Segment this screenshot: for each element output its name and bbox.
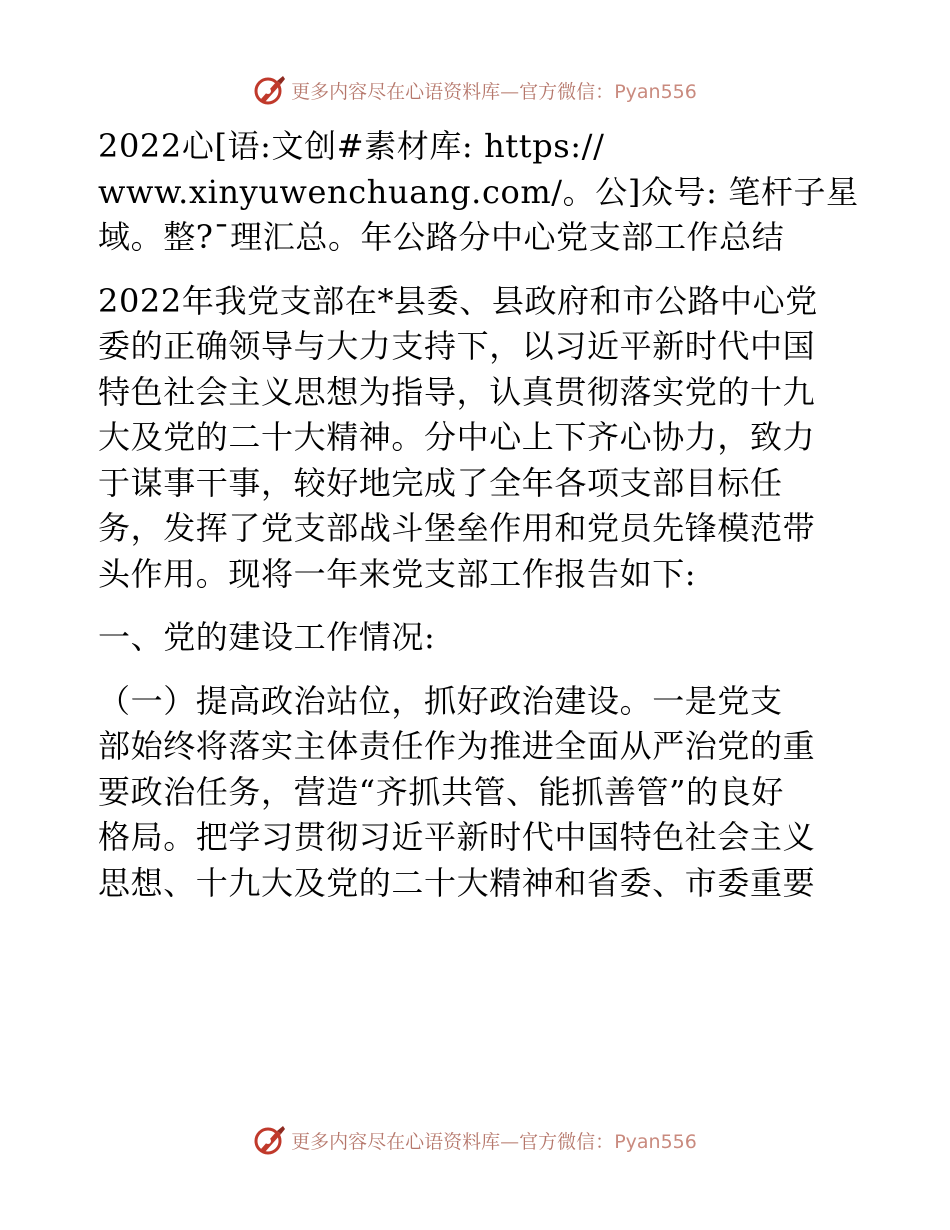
paragraph-line: 部始终将落实主体责任作为推进全面从严治党的重 [98, 727, 816, 765]
paragraph-line: 2022年我党支部在*县委、县政府和市公路中心党 [98, 281, 818, 320]
paragraph-line: 于谋事干事，较好地完成了全年各项支部目标任 [98, 463, 783, 502]
watermark-dash: — [500, 80, 520, 103]
pen-logo-icon [253, 1123, 287, 1157]
watermark-id: Pyan556 [614, 80, 697, 103]
title-line: 2022心[语:文创#素材库: https:// [98, 127, 605, 165]
watermark-id: Pyan556 [614, 1130, 697, 1153]
section-heading [98, 615, 858, 661]
watermark-label: 官方微信： [519, 80, 615, 103]
paragraph-line: 务，发挥了党支部战斗堡垒作用和党员先锋模范带 [98, 509, 816, 547]
document-title [98, 124, 858, 261]
footer-watermark [0, 1120, 950, 1160]
document-body [98, 124, 858, 906]
paragraph-line: 格局。把学习贯彻习近平新时代中国特色社会主义 [98, 818, 816, 856]
watermark-text [291, 77, 697, 104]
paragraph-political [98, 679, 858, 907]
watermark-label: 官方微信： [519, 1130, 615, 1153]
watermark-text [291, 1127, 697, 1154]
watermark-dash: — [500, 1130, 520, 1153]
title-line: 域。整?¯理汇总。年公路分中心党支部工作总结 [98, 218, 785, 256]
header-watermark [0, 70, 950, 110]
paragraph-line: （一）提高政治站位，抓好政治建设。一是党支 [98, 681, 783, 720]
watermark-slogan: 更多内容尽在心语资料库 [291, 1130, 501, 1153]
paragraph-line: 大及党的二十大精神。分中心上下齐心协力，致力 [98, 418, 816, 456]
paragraph-line: 要政治任务，营造“齐抓共管、能抓善管”的良好 [98, 772, 784, 811]
watermark-slogan: 更多内容尽在心语资料库 [291, 80, 501, 103]
title-line: www.xinyuwenchuang.com/。公]众号: 笔杆子星 [98, 172, 859, 211]
paragraph-intro [98, 279, 858, 598]
heading-line: 一、党的建设工作情况: [98, 618, 436, 656]
paragraph-line: 思想、十九大及党的二十大精神和省委、市委重要 [98, 863, 816, 902]
paragraph-line: 委的正确领导与大力支持下，以习近平新时代中国 [98, 327, 816, 365]
paragraph-line: 头作用。现将一年来党支部工作报告如下: [98, 554, 697, 593]
pen-logo-icon [253, 73, 287, 107]
paragraph-line: 特色社会主义思想为指导，认真贯彻落实党的十九 [98, 372, 816, 411]
